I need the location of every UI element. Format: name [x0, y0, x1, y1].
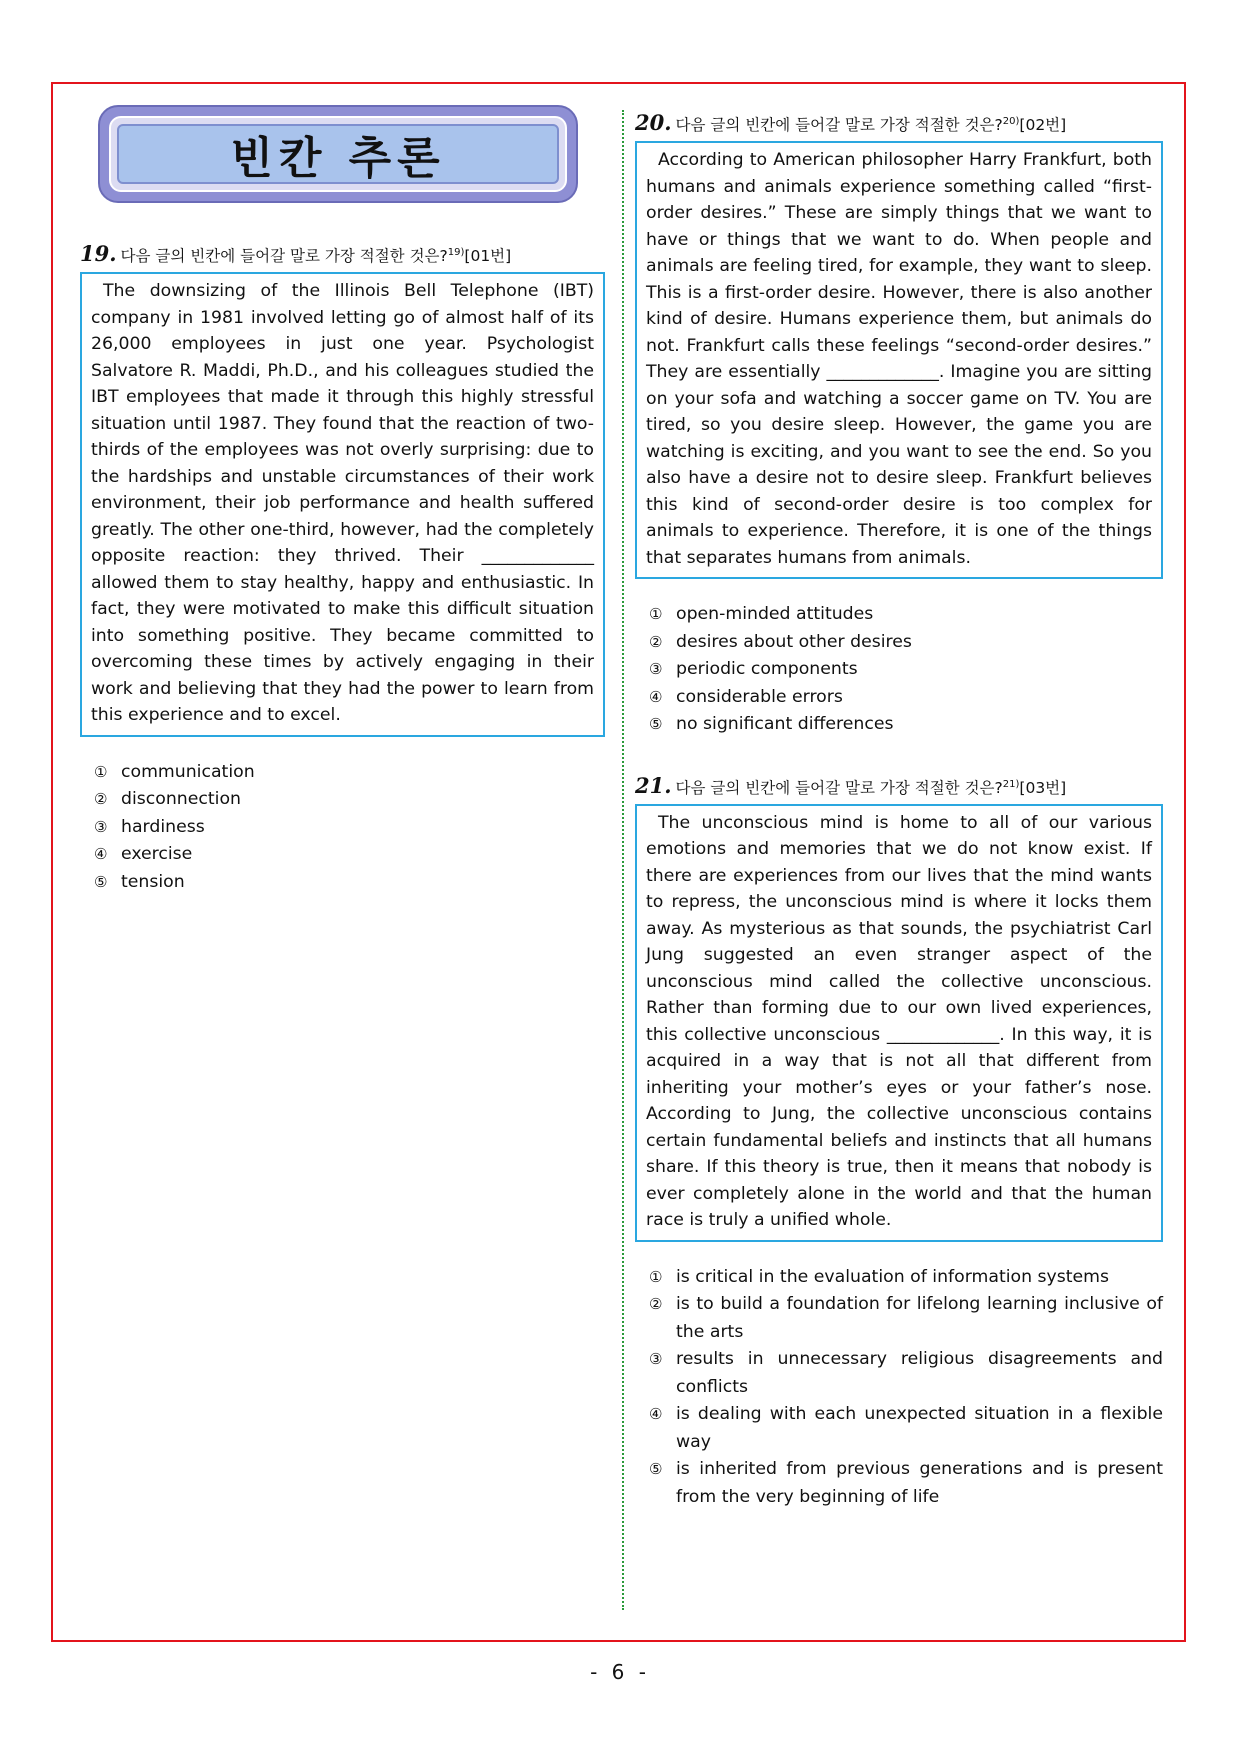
question-code: [02번]	[1019, 116, 1067, 134]
column-divider	[622, 110, 624, 1610]
question-21	[635, 773, 1163, 1512]
question-number: 21.	[635, 772, 672, 798]
answer-options	[94, 759, 605, 897]
question-20	[635, 110, 1163, 739]
option-5[interactable]: ⑤ is inherited from previous generations and is present from the very beginning of life	[649, 1459, 1163, 1507]
option-4[interactable]: ④ exercise	[94, 844, 193, 864]
option-1[interactable]: ① is critical in the evaluation of information systems	[649, 1266, 1110, 1287]
answer-options	[649, 601, 1163, 739]
question-header	[635, 110, 1163, 135]
option-1[interactable]: ① open-minded attitudes	[649, 604, 874, 624]
option-2[interactable]: ② is to build a foundation for lifelong learning inclusive of the arts	[649, 1294, 1163, 1342]
option-5[interactable]: ⑤ tension	[94, 871, 185, 892]
question-code: [01번]	[464, 247, 512, 265]
option-2[interactable]: ② desires about other desires	[649, 631, 912, 652]
option-3[interactable]: ③ results in unnecessary religious disagreements and conflicts	[649, 1349, 1163, 1397]
section-title: 빈칸 추론	[117, 124, 559, 184]
answer-options	[649, 1264, 1163, 1512]
passage-box: The unconscious mind is home to all of our various emotions and memories that we do not know exist. If there are experiences from our lives that the mind wants to repress, the unconscious mind is where it locks them away. As mysterious as that sounds, the psychiatrist Carl Jung suggested an even stranger aspect of the unconscious mind called the collective unconscious. Rather than forming due to our own lived experiences, this collective unconscious _____________. In this way, it is acquired in a way that is not all that different from inheriting your mother’s eyes or your father’s nose. According to Jung, the collective unconscious contains certain fundamental beliefs and instincts that all humans share. If this theory is true, then it means that nobody is ever completely alone in the world and that the human race is truly a unified whole.	[635, 804, 1163, 1242]
option-3[interactable]: ③ periodic components	[649, 659, 858, 679]
passage-box: According to American philosopher Harry Frankfurt, both humans and animals experience something called “first-order desires.” These are simply things that we want to have or things that we want to do. When people and animals are feeling tired, for example, they want to sleep. This is a first-order desire. However, there is also another kind of desire. Humans experience them, but animals do not. Frankfurt calls these feelings “second-order desires.” They are essentially _____________. Imagine you are sitting on your sofa and watching a soccer game on TV. You are tired, so you desire sleep. However, the game you are watching is exciting, and you want to see the end. So you also have a desire not to desire sleep. Frankfurt believes this kind of second-order desire is too complex for animals to experience. Therefore, it is one of the things that separates humans from animals.	[635, 141, 1163, 579]
option-1[interactable]: ① communication	[94, 761, 255, 782]
option-2[interactable]: ② disconnection	[94, 789, 241, 809]
passage-box: The downsizing of the Illinois Bell Telephone (IBT) company in 1981 involved letting go of almost half of its 26,000 employees in just one year. Psychologist Salvatore R. Maddi, Ph.D., and his colleagues studied the IBT employees that made it through this highly stressful situation until 1987. They found that the reaction of two-thirds of the employees was not overly surprising: due to the hardships and unstable circumstances of their work environment, their job performance and health suffered greatly. The other one-third, however, had the completely opposite reaction: they thrived. Their _____________ allowed them to stay healthy, happy and enthusiastic. In fact, they were motivated to make this difficult situation into something positive. They became committed to overcoming these times by actively engaging in their work and believing that they had the power to learn from this experience and to excel.	[80, 272, 605, 737]
question-prompt: 다음 글의 빈칸에 들어갈 말로 가장 적절한 것은?	[675, 778, 1003, 797]
question-code: [03번]	[1019, 778, 1067, 797]
option-4[interactable]: ④ is dealing with each unexpected situation in a flexible way	[649, 1404, 1163, 1452]
question-header	[80, 241, 605, 266]
page-number: - 6 -	[590, 1660, 650, 1684]
question-prompt: 다음 글의 빈칸에 들어갈 말로 가장 적절한 것은?	[675, 116, 1003, 134]
question-prompt: 다음 글의 빈칸에 들어갈 말로 가장 적절한 것은?	[120, 247, 448, 265]
footnote-marker: 19)	[447, 246, 465, 258]
question-number: 19.	[80, 241, 117, 266]
footnote-marker: 21)	[1002, 778, 1020, 790]
question-number: 20.	[635, 110, 672, 135]
option-5[interactable]: ⑤ no significant differences	[649, 714, 894, 734]
footnote-marker: 20)	[1002, 115, 1020, 127]
option-4[interactable]: ④ considerable errors	[649, 686, 843, 707]
left-column	[80, 105, 605, 896]
question-header	[635, 773, 1163, 798]
section-title-badge	[98, 105, 578, 203]
question-19	[80, 241, 605, 896]
option-3[interactable]: ③ hardiness	[94, 816, 205, 837]
right-column	[635, 110, 1163, 1511]
